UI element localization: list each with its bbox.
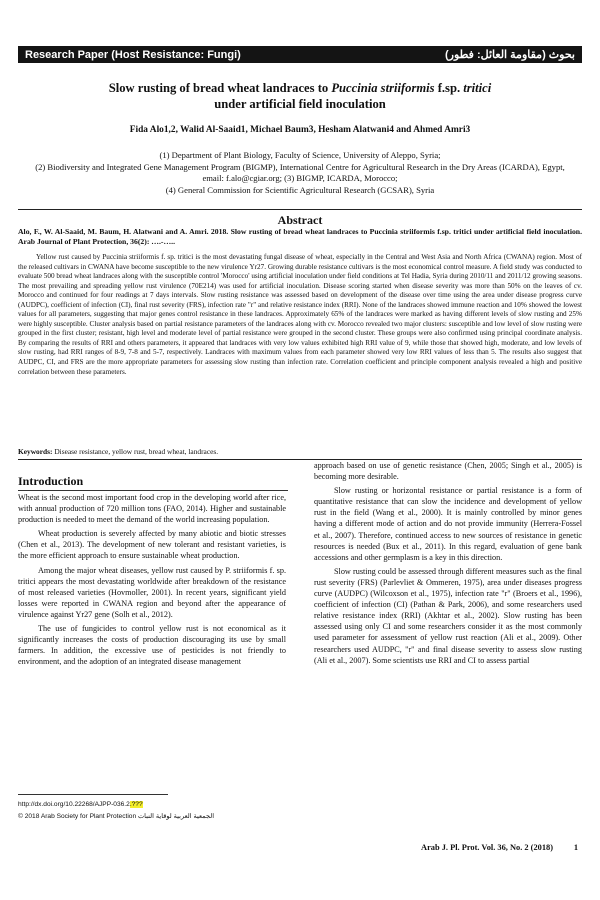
title-line-2: under artificial field inoculation — [214, 97, 386, 111]
affiliation-line: (2) Biodiversity and Integrated Gene Management Program (BIGMP), International Centre for Agricultural Research in the Dry Areas (ICARDA), Egypt, email: f.alo@cgiar.org; (3) BIGMP, ICARDA, Morocco; — [35, 161, 565, 184]
abstract-body: Yellow rust caused by Puccinia striiformis f. sp. tritici is the most devastating fungal disease of wheat, especially in the Central and West Asia and North Africa (CWANA) region. Most of the released cultivars in CWANA have become susceptible to the new virulence Yr27. Growing durable resistance cultivars is the most economical control measure. A field study was conducted to evaluate 500 bread wheat landraces along with the susceptible control 'Morocco' using artificial inoculation under field conditions at Tel Hadia, Syria during 2010/11 and 2011/12 growing seasons. The most prevailing and spreading yellow rust virulence (70E214) was used for artificial inoculation. Disease scoring started when disease severity was more than 50% on the leaves of cv. Morocco and continued for four readings at 7 days intervals. Slow rusting resistance was assessed based on development of the disease over time using the area under disease progress curve (AUDPC), coefficient of infection (CI), final rust severity (FRS), infection rate "r" and relative resistance index (RRI). None of the landraces showed immune reaction and 10% showed the lowest values for all parameters, suggesting that major genes control resistance in these landraces. Approximately 65% of the landraces were marked as having different levels of slow rusting and 25% were highly susceptible. Cluster analysis based on partial resistance parameters of the landraces along with cv. Morocco revealed two major clusters: susceptible and low level of slow rusting were grouped in the first cluster; resistant, high level and moderate level of partial resistance were grouped in the second cluster. These groups were also confirmed using principal coordinate analysis. By comparing the results of RRI and others parameters, it appeared that landraces with very low values exhibited high RRI value of 9, while those that showed high, moderate, and low levels of slow rusting, had RRI ranges of 8-9, 7-8 and 5-7, respectively. Landraces with maximum values from each parameter showed very low RRI values of less than 5. The results also suggest that AUDPC, CI, and FRS are the more appropriate parameters for assessing slow rusting than infection rate. Correlation coefficient and principle component analysis revealed a high and positive correlation between these parameters. — [18, 253, 582, 376]
paragraph: Slow rusting or horizontal resistance or partial resistance is a form of quantitative resistance that can slow the incidence and development of yellow rust in the field (Wang et al., 2000). It is mainly controlled by minor genes having a different mode of action and do not provide immunity (Herrera-Fossel et al., 2007). Therefore, continued access to new sources of resistance in genetic resources is needed (Bux et al., 2011). In this regard, evaluation of gene bank accessions and other germplasm is a key in this direction. — [314, 486, 582, 562]
copyright-line — [18, 812, 214, 820]
page-number: 1 — [573, 843, 578, 852]
paragraph: Wheat is the second most important food crop in the developing world after rice, with annual production of 720 million tons (FAO, 2014). Higher and sustainable production is needed to meet the demand of the world increasing population. — [18, 493, 286, 525]
affiliation-line: (1) Department of Plant Biology, Faculty of Science, University of Aleppo, Syria; — [159, 150, 441, 160]
journal-reference: Arab J. Pl. Prot. Vol. 36, No. 2 (2018) — [421, 843, 553, 852]
author-list: Fida Alo1,2, Walid Al-Saaid1, Michael Baum3, Hesham Alatwani4 and Ahmed Amri3 — [129, 125, 471, 135]
abstract-heading: Abstract — [277, 213, 323, 227]
banner-arabic: بحوث (مقاومة العائل: فطور) — [444, 49, 575, 61]
keywords-label: Keywords: — [18, 447, 53, 456]
paper-title — [30, 80, 570, 112]
title-part: Slow rusting of bread wheat landraces to — [108, 81, 332, 95]
left-column — [18, 492, 286, 670]
copyright-english: © 2018 Arab Society for Plant Protection — [18, 813, 137, 820]
title-italic: tritici — [463, 81, 492, 95]
paragraph: Among the major wheat diseases, yellow rust caused by P. striiformis f. sp. tritici appears the most devastating worldwide after breakdown of the resistance of most released varieties (Hovmoller, 2001). In recent years, significant yield losses were reported in CWANA region and beyond after the appearance of virulence against Yr27 gene (Solh et al., 2012). — [18, 565, 286, 619]
banner-english: Research Paper (Host Resistance: Fungi) — [25, 48, 241, 61]
doi-text: http://dx.doi.org/10.22268/AJPP-036.2 — [18, 801, 130, 808]
keywords — [18, 447, 582, 456]
affiliations — [30, 150, 570, 196]
paragraph: Wheat production is severely affected by many abiotic and biotic stresses (Chen et al., 2013). The development of new tolerant and resistant varieties, is the more efficient approach to ensure sustainable wheat production. — [18, 529, 286, 561]
copyright-arabic: الجمعية العربية لوقاية النبات — [137, 813, 215, 820]
paragraph: Slow rusting could be assessed through different measures such as the final rust severity (FRS) (Parlevliet & Ommeren, 1975), area under diseases progress curve (AUDPC) (Wilcoxson et al., 1975), infection rate "r" (Broers et al., 1996), coefficient of infection (CI) (Pathan & Park, 2006), and some researchers used relative resistance index (RRI) (Akhtar et al., 2002). Slow rusting has been assessed using only CI and some researchers consider it as the most commonly used parameter for assessment of yellow rust reaction (Ali et al., 2009). Other researchers used AUDPC, "r" and final disease severity to assess slow rusting (Ali et al., 2007). Some scientists use RRI and CI to assess partial — [314, 566, 582, 665]
introduction-heading: Introduction — [18, 474, 84, 488]
affiliation-line: (4) General Commission for Scientific Agricultural Research (GCSAR), Syria — [165, 184, 435, 195]
footnote-rule — [18, 794, 168, 795]
introduction-rule — [18, 490, 288, 491]
abstract-top-rule — [18, 209, 582, 210]
title-italic: Puccinia striiformis — [331, 81, 435, 95]
keywords-text: Disease resistance, yellow rust, bread wheat, landraces. — [52, 447, 219, 456]
paragraph: approach based on use of genetic resistance (Chen, 2005; Singh et al., 2005) is becoming more desirable. — [314, 461, 582, 482]
paragraph: The use of fungicides to control yellow rust is not economical as it significantly increases the costs of production discouraging its use by small farmers. In addition, the excessive use of pesticides is not friendly to environment, and the adoption of an integrated disease management — [18, 624, 286, 667]
right-column — [314, 460, 582, 669]
doi-highlight: .??? — [129, 801, 143, 808]
title-part: f.sp. — [434, 81, 464, 95]
doi-link[interactable] — [18, 801, 143, 808]
abstract-citation: Alo, F., W. Al-Saaid, M. Baum, H. Alatwani and A. Amri. 2018. Slow rusting of bread wheat landraces to Puccinia striiformis f.sp. tritici under artificial field inoculation. Arab Journal of Plant Protection, 36(2): ….-….. — [18, 227, 582, 246]
section-banner — [18, 46, 582, 63]
